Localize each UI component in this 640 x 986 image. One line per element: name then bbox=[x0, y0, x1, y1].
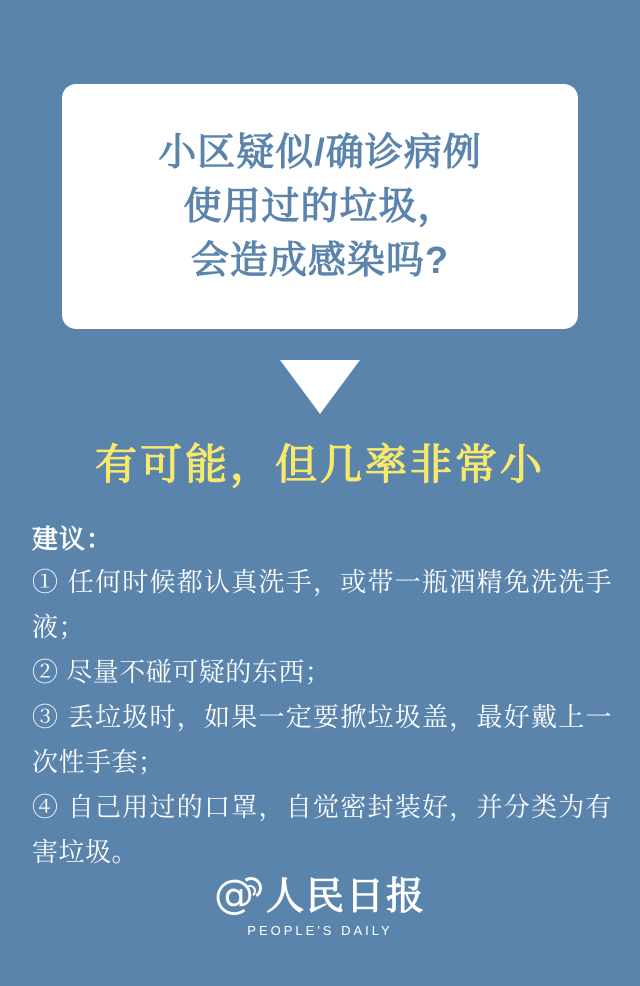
question-line-2: 使用过的垃圾， bbox=[183, 185, 457, 228]
logo bbox=[0, 872, 640, 938]
at-sign-icon bbox=[213, 872, 258, 919]
list-item: ④ 自己用过的口罩，自觉密封装好，并分类为有害垃圾。 bbox=[32, 792, 612, 867]
advice-list bbox=[32, 560, 612, 875]
question-line-1: 小区疑似/确诊病例 bbox=[158, 131, 482, 174]
list-item: ② 尽量不碰可疑的东西； bbox=[32, 657, 332, 687]
at-glyph: @ bbox=[213, 872, 254, 918]
triangle-down-icon bbox=[280, 360, 360, 414]
logo-name: 人民日报 bbox=[265, 876, 426, 918]
logo-subtitle: PEOPLE'S DAILY bbox=[247, 923, 393, 938]
advice-block bbox=[32, 518, 612, 875]
list-item: ① 任何时候都认真洗手，或带一瓶酒精免洗洗手液； bbox=[32, 567, 612, 642]
list-item: ③ 丢垃圾时，如果一定要掀垃圾盖，最好戴上一次性手套； bbox=[32, 702, 612, 777]
logo-row bbox=[213, 872, 426, 919]
answer-text: 有可能，但几率非常小 bbox=[94, 441, 545, 488]
question-line-3: 会造成感染吗? bbox=[190, 239, 450, 282]
question-card bbox=[62, 84, 578, 329]
advice-title: 建议： bbox=[32, 524, 114, 554]
